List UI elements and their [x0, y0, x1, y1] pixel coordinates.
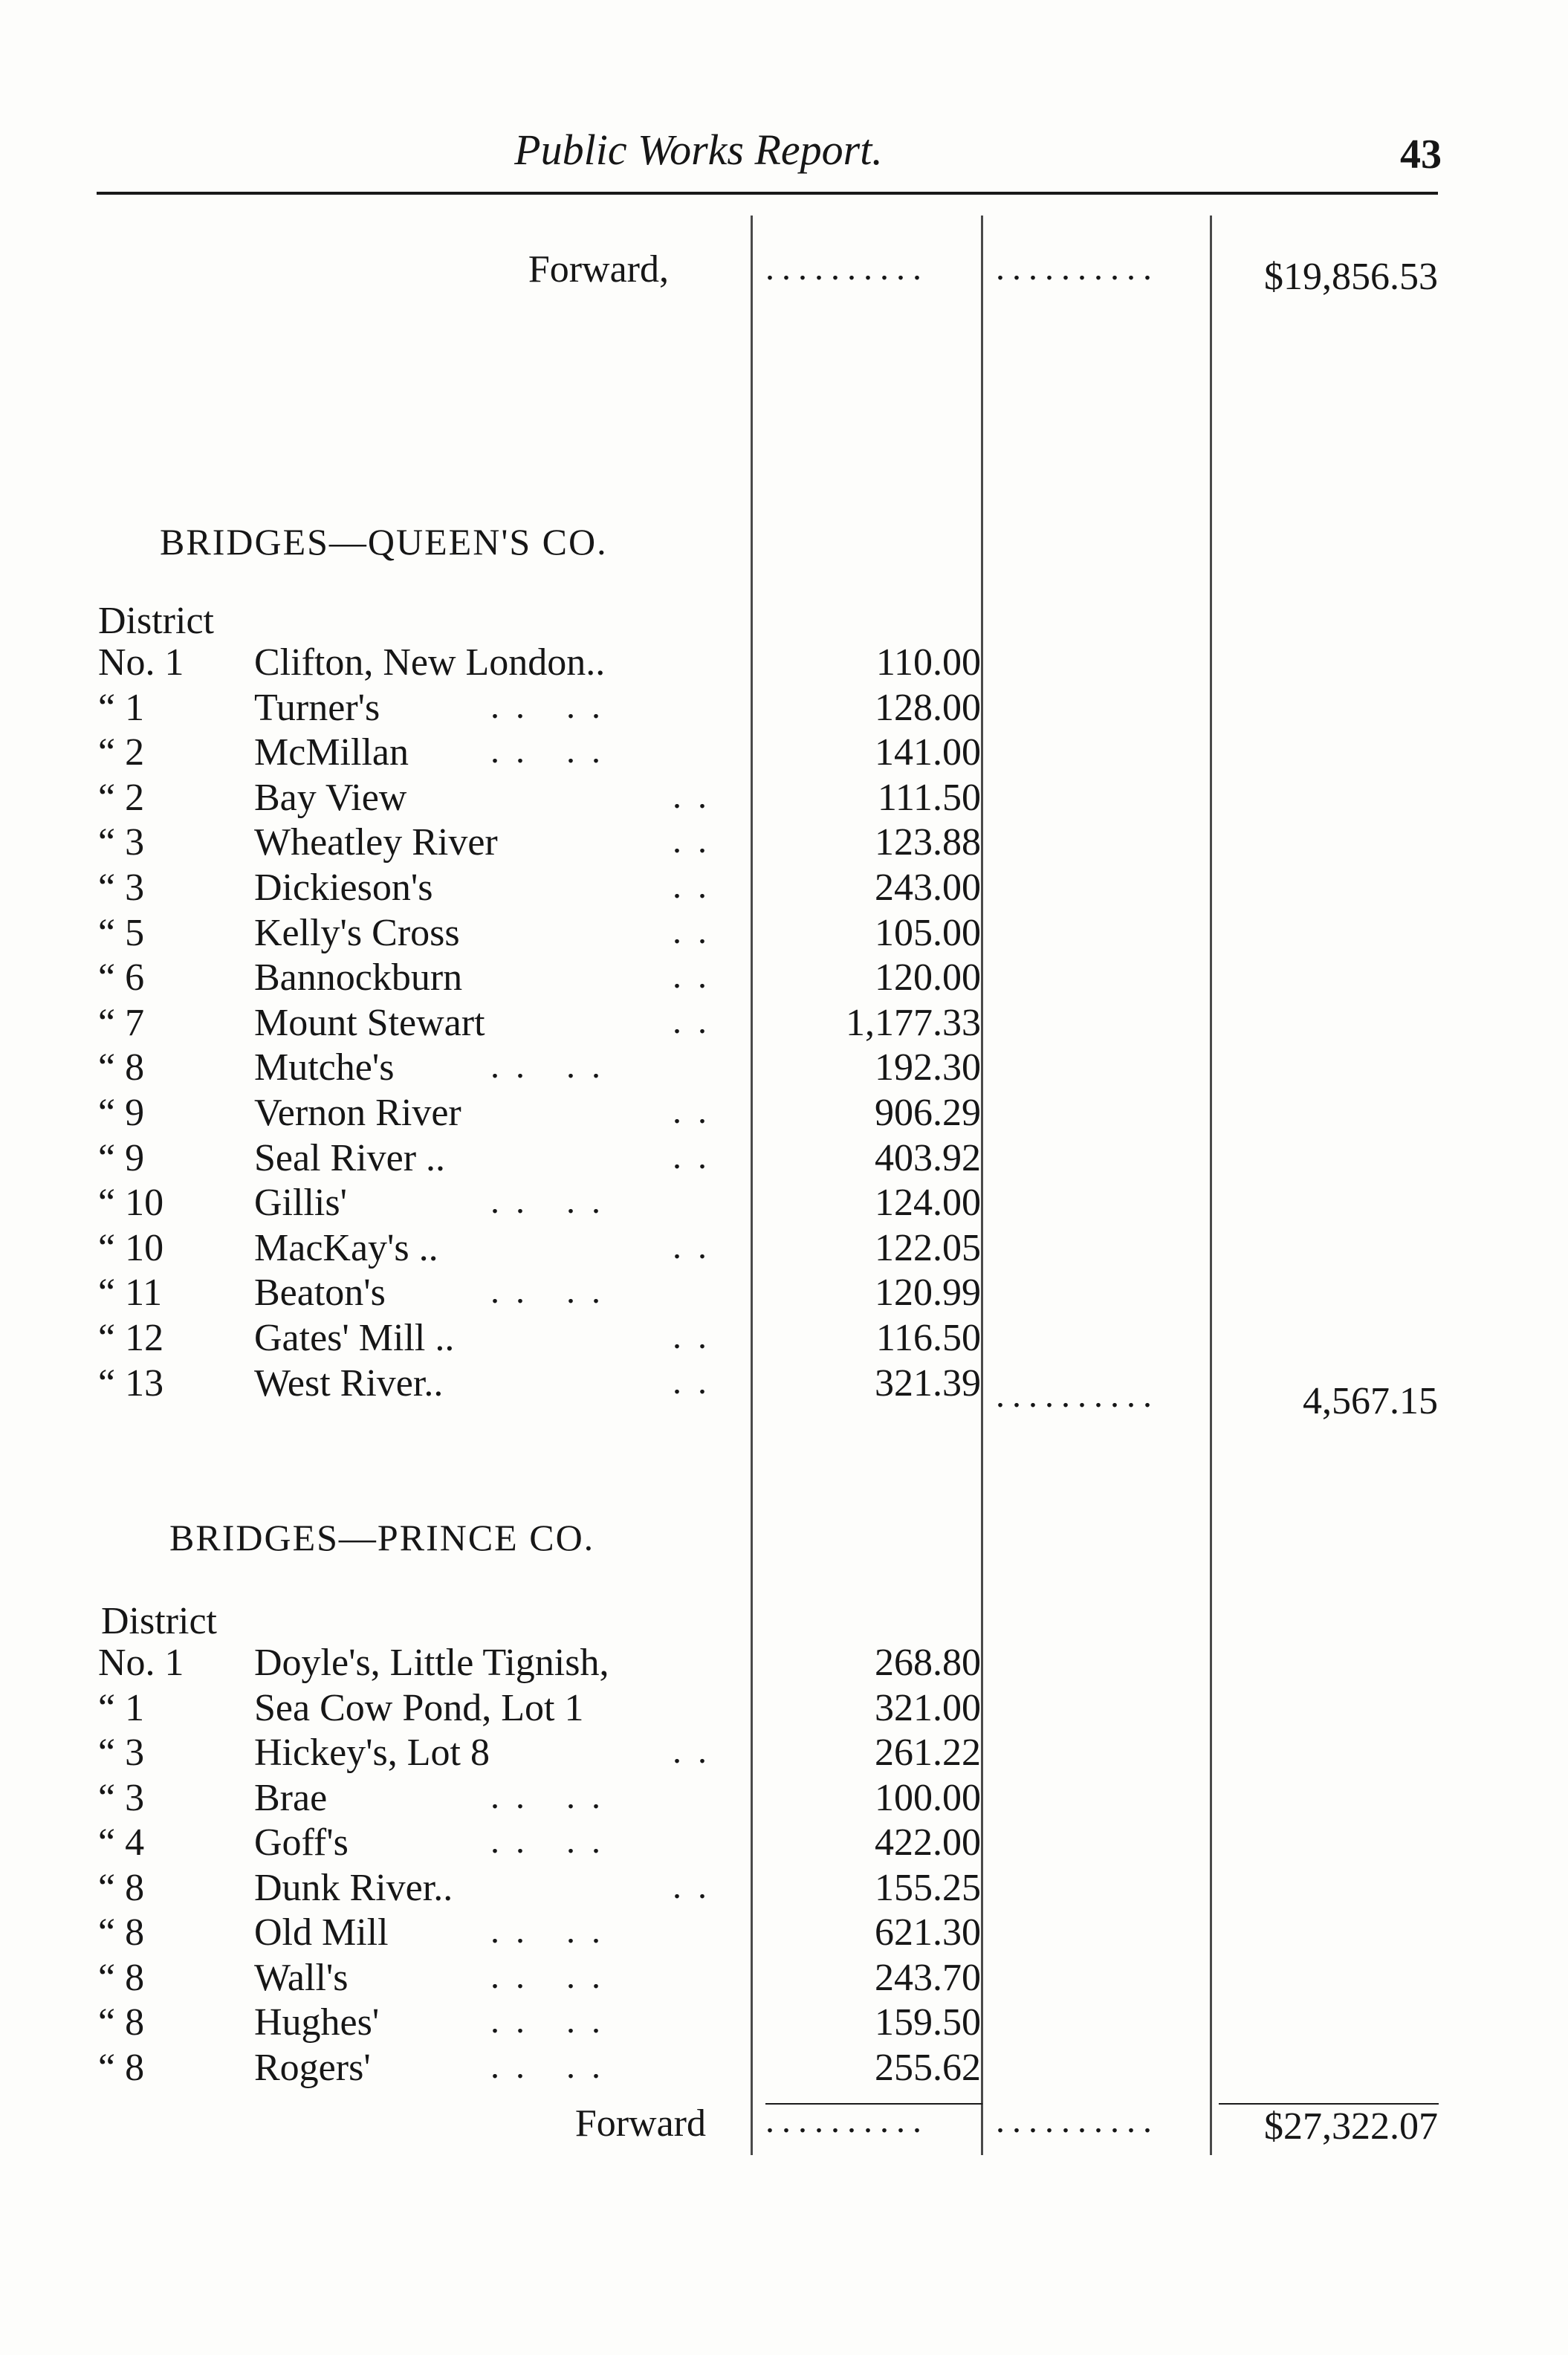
- leader-dots: ..: [673, 1136, 723, 1176]
- district-number: “ 9: [98, 1092, 145, 1134]
- leader-dots: ..: [673, 821, 723, 861]
- leader-dots: ..: [673, 1092, 723, 1131]
- table-row: [0, 1271, 1568, 1316]
- leader-dots: ..: [673, 956, 723, 997]
- amount: 141.00: [875, 731, 981, 774]
- table-row: [0, 1091, 1568, 1136]
- amount: 1,177.33: [846, 1001, 981, 1044]
- district-number: No. 1: [98, 641, 184, 684]
- district-number: “ 3: [98, 1732, 145, 1774]
- leader-dots: .. ..: [490, 1776, 617, 1816]
- table-row: [0, 1181, 1568, 1226]
- amount: 124.00: [875, 1182, 981, 1225]
- amount: 321.39: [875, 1361, 981, 1405]
- district-number: “ 1: [98, 686, 145, 729]
- table-row: [0, 1001, 1568, 1046]
- table-row: [0, 956, 1568, 1001]
- table-row: [0, 731, 1568, 776]
- bridge-name: Clifton, New London..: [254, 641, 606, 684]
- bridge-name: Old Mill: [254, 1911, 389, 1954]
- district-number: “ 5: [98, 911, 145, 954]
- amount: 255.62: [875, 2046, 981, 2089]
- leader-dots: .. ..: [490, 1182, 617, 1222]
- district-number: “ 10: [98, 1226, 164, 1269]
- table-row: [0, 1911, 1568, 1956]
- bridge-name: Brae: [254, 1776, 328, 1819]
- bridge-name: Bannockburn: [254, 956, 463, 1000]
- bridge-name: Wall's: [254, 1956, 349, 1999]
- table-row: [0, 1136, 1568, 1182]
- running-header: Public Works Report.: [514, 126, 883, 174]
- table-row: [0, 1686, 1568, 1732]
- amount: 111.50: [877, 776, 981, 819]
- leader-dots: ..: [673, 1732, 723, 1771]
- district-number: No. 1: [98, 1642, 184, 1684]
- amount: 100.00: [875, 1776, 981, 1819]
- amount: 621.30: [875, 1911, 981, 1954]
- leader-dots: .. ..: [490, 686, 617, 726]
- district-number: “ 2: [98, 776, 145, 819]
- leader-dots: ..: [673, 1866, 723, 1906]
- bridge-name: MacKay's ..: [254, 1226, 438, 1269]
- amount: 116.50: [875, 1317, 981, 1359]
- leader-dots: .. ..: [490, 1911, 617, 1951]
- amount: 120.99: [875, 1272, 981, 1315]
- forward-label-top: Forward,: [528, 248, 669, 291]
- bridge-name: McMillan: [254, 731, 409, 774]
- district-number: “ 8: [98, 2001, 145, 2044]
- amount: 105.00: [875, 911, 981, 954]
- header-rule: [97, 192, 1438, 195]
- district-number: “ 3: [98, 866, 145, 909]
- amount: 243.00: [875, 866, 981, 909]
- bridge-name: Dickieson's: [254, 866, 433, 909]
- bridge-name: Kelly's Cross: [254, 911, 460, 954]
- district-number: “ 8: [98, 2046, 145, 2089]
- table-row: [0, 1956, 1568, 2001]
- district-number: “ 8: [98, 1866, 145, 1909]
- bridge-name: Beaton's: [254, 1272, 386, 1315]
- queens-district-label: District: [98, 600, 214, 642]
- district-number: “ 4: [98, 1821, 145, 1864]
- district-number: “ 12: [98, 1317, 164, 1359]
- leader-dots: ..: [673, 1226, 723, 1266]
- table-row: [0, 686, 1568, 731]
- leader-dots: .. ..: [490, 2001, 617, 2041]
- table-row: [0, 1226, 1568, 1272]
- table-row: [0, 866, 1568, 911]
- page-number: 43: [1400, 132, 1442, 178]
- bridge-name: Goff's: [254, 1821, 349, 1864]
- forward-dots-bottom-2: ..........: [996, 2101, 1159, 2140]
- forward-dots-top-2: ..........: [996, 248, 1159, 288]
- bridge-name: Mutche's: [254, 1046, 395, 1089]
- prince-district-label: District: [101, 1600, 217, 1642]
- leader-dots: .. ..: [490, 731, 617, 771]
- leader-dots: ..: [673, 866, 723, 906]
- district-number: “ 3: [98, 1776, 145, 1819]
- district-number: “ 13: [98, 1361, 164, 1405]
- bridge-name: Doyle's, Little Tignish,: [254, 1642, 609, 1684]
- amount: 268.80: [875, 1642, 981, 1684]
- amount: 110.00: [875, 641, 981, 684]
- district-number: “ 10: [98, 1182, 164, 1225]
- bridge-name: Sea Cow Pond, Lot 1: [254, 1686, 584, 1729]
- forward-label-bottom: Forward: [574, 2102, 706, 2145]
- bridge-name: Dunk River..: [254, 1866, 453, 1909]
- table-row: [0, 2001, 1568, 2046]
- bridge-name: Hickey's, Lot 8: [254, 1732, 490, 1774]
- table-row: [0, 2046, 1568, 2091]
- table-row: [0, 820, 1568, 866]
- forward-dots-top-1: ..........: [765, 248, 929, 288]
- amount: 128.00: [875, 686, 981, 729]
- table-row: [0, 1641, 1568, 1686]
- district-number: “ 6: [98, 956, 145, 1000]
- district-number: “ 2: [98, 731, 145, 774]
- leader-dots: .. ..: [490, 1272, 617, 1312]
- leader-dots: .. ..: [490, 2046, 617, 2086]
- table-row: [0, 1046, 1568, 1091]
- queens-subtotal-dots: ..........: [996, 1376, 1159, 1415]
- amount: 155.25: [875, 1866, 981, 1909]
- forward-amount-bottom: $27,322.07: [1264, 2105, 1438, 2148]
- amount: 906.29: [875, 1092, 981, 1134]
- bridge-name: Rogers': [254, 2046, 371, 2089]
- leader-dots: ..: [673, 1361, 723, 1402]
- amount: 123.88: [875, 821, 981, 864]
- bridge-name: Vernon River: [254, 1092, 461, 1134]
- leader-dots: .. ..: [490, 1956, 617, 1996]
- district-number: “ 8: [98, 1046, 145, 1089]
- table-row: [0, 1776, 1568, 1821]
- amount: 192.30: [875, 1046, 981, 1089]
- queens-subtotal: 4,567.15: [1303, 1380, 1438, 1422]
- amount: 321.00: [875, 1686, 981, 1729]
- amount: 422.00: [875, 1821, 981, 1864]
- bridge-name: Turner's: [254, 686, 380, 729]
- table-row: [0, 641, 1568, 686]
- table-row: [0, 1866, 1568, 1911]
- bridge-name: Gillis': [254, 1182, 347, 1225]
- district-number: “ 3: [98, 821, 145, 864]
- forward-dots-bottom-1: ..........: [765, 2101, 929, 2140]
- table-row: [0, 911, 1568, 956]
- bridge-name: West River..: [254, 1361, 444, 1405]
- bridge-name: Gates' Mill ..: [254, 1317, 455, 1359]
- district-number: “ 8: [98, 1911, 145, 1954]
- district-number: “ 7: [98, 1001, 145, 1044]
- amount: 261.22: [875, 1732, 981, 1774]
- bridge-name: Bay View: [254, 776, 407, 819]
- bridge-name: Hughes': [254, 2001, 380, 2044]
- leader-dots: ..: [673, 776, 723, 816]
- forward-amount-top: $19,856.53: [1264, 256, 1438, 298]
- leader-dots: .. ..: [490, 1046, 617, 1086]
- table-row: [0, 1731, 1568, 1776]
- district-number: “ 8: [98, 1956, 145, 1999]
- district-number: “ 11: [98, 1272, 163, 1315]
- amount: 120.00: [875, 956, 981, 1000]
- table-row: [0, 776, 1568, 821]
- amount: 243.70: [875, 1956, 981, 1999]
- bridge-name: Mount Stewart: [254, 1001, 485, 1044]
- district-number: “ 9: [98, 1136, 145, 1179]
- prince-heading: BRIDGES—PRINCE CO.: [169, 1517, 595, 1558]
- amount: 403.92: [875, 1136, 981, 1179]
- district-number: “ 1: [98, 1686, 145, 1729]
- amount: 159.50: [875, 2001, 981, 2044]
- table-row: [0, 1316, 1568, 1361]
- leader-dots: ..: [673, 911, 723, 951]
- queens-heading: BRIDGES—QUEEN'S CO.: [160, 521, 608, 563]
- leader-dots: .. ..: [490, 1821, 617, 1861]
- leader-dots: ..: [673, 1001, 723, 1041]
- amount: 122.05: [875, 1226, 981, 1269]
- table-row: [0, 1821, 1568, 1866]
- bridge-name: Wheatley River: [254, 821, 498, 864]
- leader-dots: ..: [673, 1317, 723, 1356]
- bridge-name: Seal River ..: [254, 1136, 446, 1179]
